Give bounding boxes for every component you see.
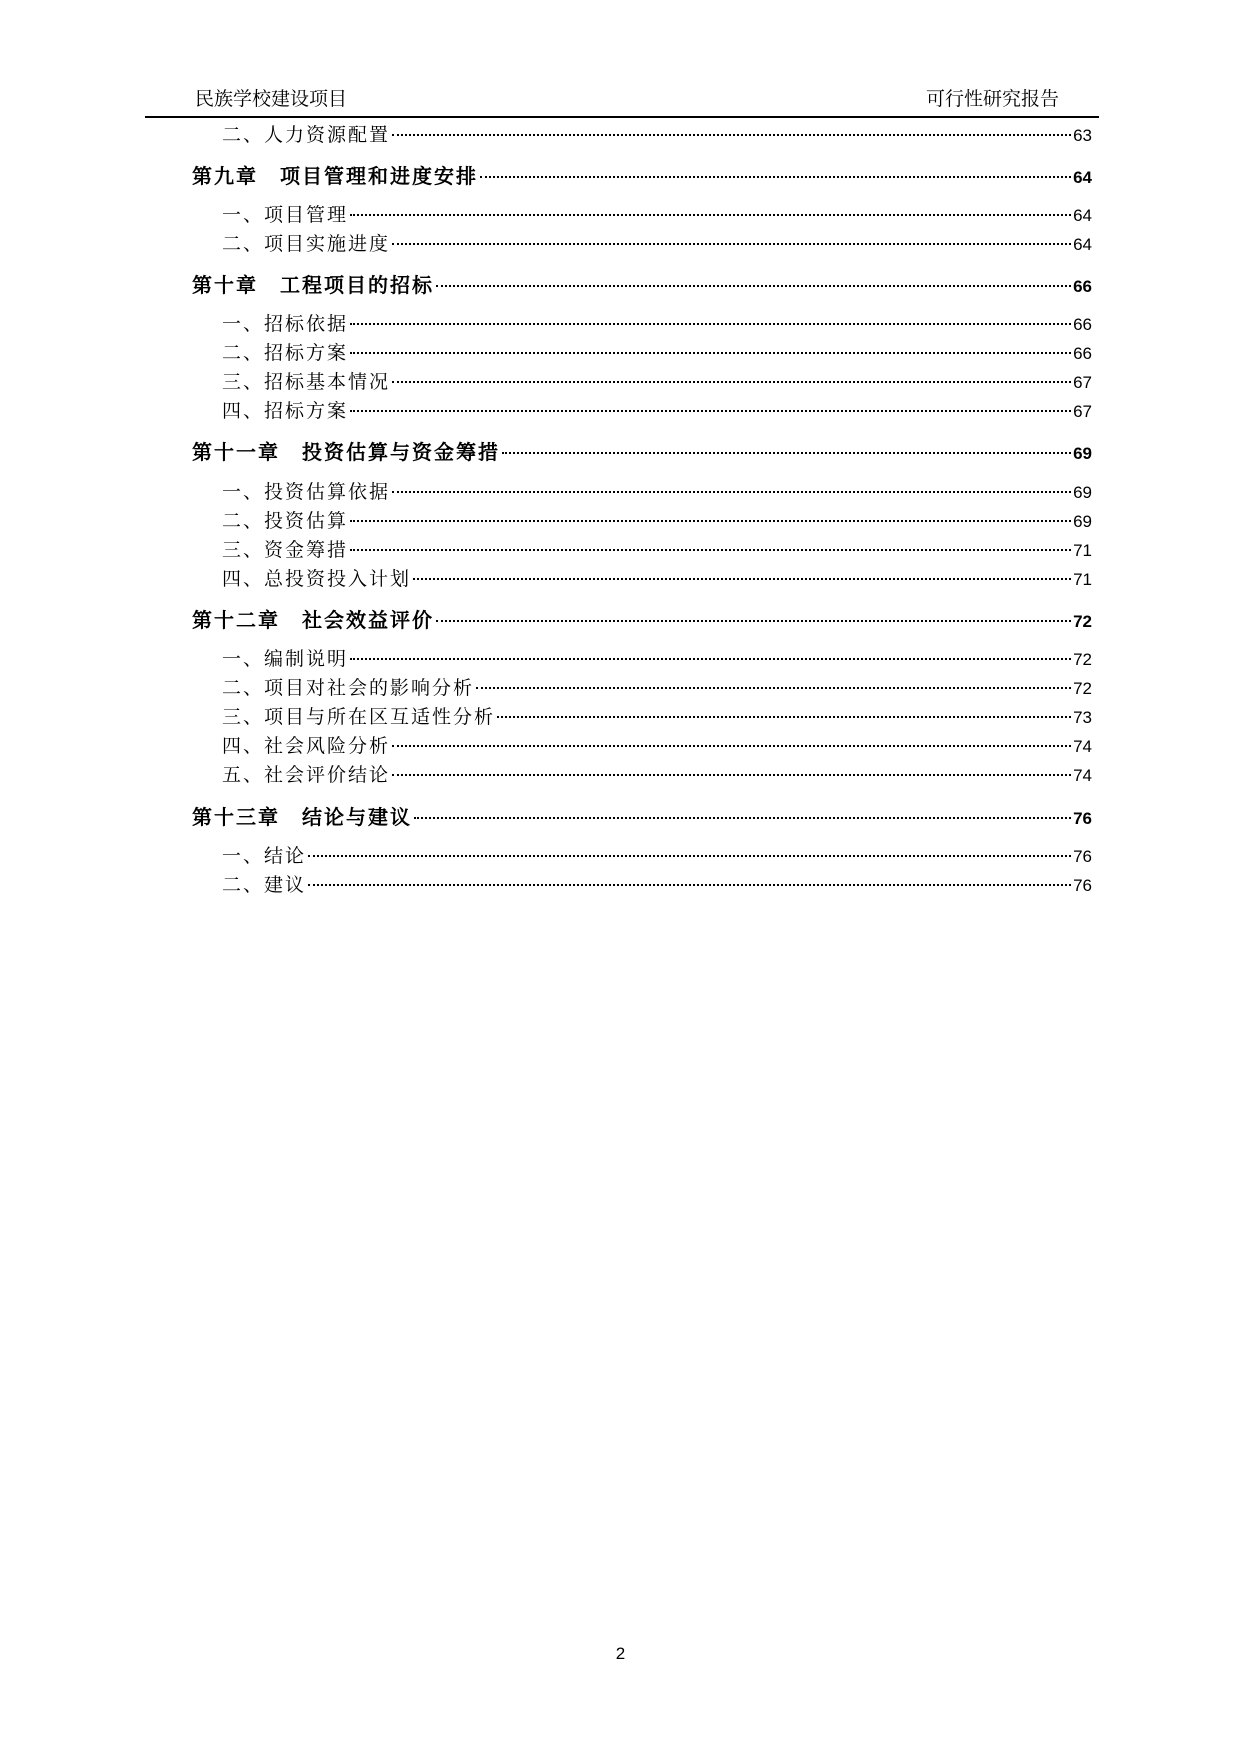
toc-dot-leader [350,549,1071,551]
toc-dot-leader [392,134,1071,136]
toc-entry-title: 二、建议 [222,874,307,896]
page-number: 2 [615,1644,626,1663]
toc-dot-leader [392,745,1071,747]
toc-chapter-entry[interactable] [192,436,1092,465]
toc-entry-title: 二、人力资源配置 [222,124,391,146]
toc-entry-title: 四、社会风险分析 [222,735,391,757]
toc-entry-title: 第十二章 社会效益评价 [192,608,434,632]
toc-entry-page-number: 74 [1073,737,1092,756]
toc-dot-leader [350,352,1071,354]
toc-section-entry[interactable] [222,841,1092,868]
toc-entry-title: 一、项目管理 [222,204,349,226]
toc-entry-title: 一、结论 [222,845,307,867]
toc-section-entry[interactable] [222,396,1092,423]
toc-dot-leader [414,817,1071,819]
toc-dot-leader [392,381,1071,383]
toc-entry-title: 五、社会评价结论 [222,764,391,786]
toc-section-entry[interactable] [222,477,1092,504]
toc-entry-title: 三、招标基本情况 [222,371,391,393]
toc-entry-page-number: 72 [1073,650,1092,669]
toc-section-entry[interactable] [222,760,1092,787]
toc-entry-page-number: 67 [1073,373,1092,392]
toc-entry-title: 三、项目与所在区互适性分析 [222,706,496,728]
toc-entry-page-number: 76 [1073,847,1092,866]
toc-chapter-entry[interactable] [192,801,1092,830]
toc-dot-leader [436,285,1071,287]
toc-entry-title: 一、编制说明 [222,648,349,670]
toc-dot-leader [350,658,1071,660]
toc-entry-page-number: 73 [1073,708,1092,727]
toc-entry-page-number: 76 [1073,876,1092,895]
toc-section-entry[interactable] [222,229,1092,256]
toc-dot-leader [350,410,1071,412]
toc-entry-page-number: 69 [1073,444,1092,463]
toc-entry-page-number: 66 [1073,315,1092,334]
toc-dot-leader [350,520,1071,522]
toc-entry-page-number: 69 [1073,512,1092,531]
toc-section-entry[interactable] [222,644,1092,671]
toc-entry-page-number: 72 [1073,679,1092,698]
toc-section-entry[interactable] [222,535,1092,562]
toc-entry-title: 四、招标方案 [222,400,349,422]
toc-dot-leader [497,716,1071,718]
toc-entry-title: 二、项目实施进度 [222,233,391,255]
toc-section-entry[interactable] [222,367,1092,394]
toc-entry-title: 三、资金筹措 [222,539,349,561]
toc-section-entry[interactable] [222,702,1092,729]
toc-dot-leader [350,214,1071,216]
toc-entry-page-number: 64 [1073,235,1092,254]
toc-dot-leader [308,855,1071,857]
toc-section-entry[interactable] [222,506,1092,533]
toc-entry-page-number: 63 [1073,126,1092,145]
toc-section-entry[interactable] [222,338,1092,365]
toc-section-entry[interactable] [222,120,1092,147]
toc-section-entry[interactable] [222,731,1092,758]
toc-dot-leader [350,323,1071,325]
toc-dot-leader [476,687,1071,689]
toc-entry-page-number: 67 [1073,402,1092,421]
toc-entry-page-number: 64 [1073,168,1092,187]
toc-entry-page-number: 74 [1073,766,1092,785]
toc-section-entry[interactable] [222,673,1092,700]
toc-dot-leader [392,243,1071,245]
toc-entry-page-number: 72 [1073,612,1092,631]
toc-entry-page-number: 66 [1073,277,1092,296]
toc-entry-title: 一、招标依据 [222,313,349,335]
toc-section-entry[interactable] [222,309,1092,336]
toc-chapter-entry[interactable] [192,160,1092,189]
toc-entry-title: 二、投资估算 [222,510,349,532]
toc-dot-leader [502,452,1071,454]
toc-dot-leader [392,774,1071,776]
toc-entry-title: 第九章 项目管理和进度安排 [192,164,478,188]
toc-entry-page-number: 71 [1073,541,1092,560]
toc-entry-title: 一、投资估算依据 [222,481,391,503]
toc-entry-title: 第十章 工程项目的招标 [192,273,434,297]
toc-entry-page-number: 76 [1073,809,1092,828]
toc-entry-title: 二、项目对社会的影响分析 [222,677,475,699]
toc-entry-title: 二、招标方案 [222,342,349,364]
toc-entry-page-number: 64 [1073,206,1092,225]
toc-entry-page-number: 66 [1073,344,1092,363]
toc-entry-page-number: 69 [1073,483,1092,502]
header-report-type: 可行性研究报告 [925,88,1059,110]
toc-entry-title: 第十一章 投资估算与资金筹措 [192,440,500,464]
toc-dot-leader [413,578,1071,580]
toc-section-entry[interactable] [222,564,1092,591]
toc-entry-title: 四、总投资投入计划 [222,568,412,590]
toc-dot-leader [308,884,1071,886]
toc-dot-leader [436,620,1071,622]
toc-entry-title: 第十三章 结论与建议 [192,805,412,829]
toc-section-entry[interactable] [222,870,1092,897]
toc-dot-leader [392,491,1071,493]
header-project-title: 民族学校建设项目 [195,88,348,110]
toc-chapter-entry[interactable] [192,269,1092,298]
toc-dot-leader [480,176,1071,178]
toc-chapter-entry[interactable] [192,604,1092,633]
toc-section-entry[interactable] [222,200,1092,227]
toc-entry-page-number: 71 [1073,570,1092,589]
